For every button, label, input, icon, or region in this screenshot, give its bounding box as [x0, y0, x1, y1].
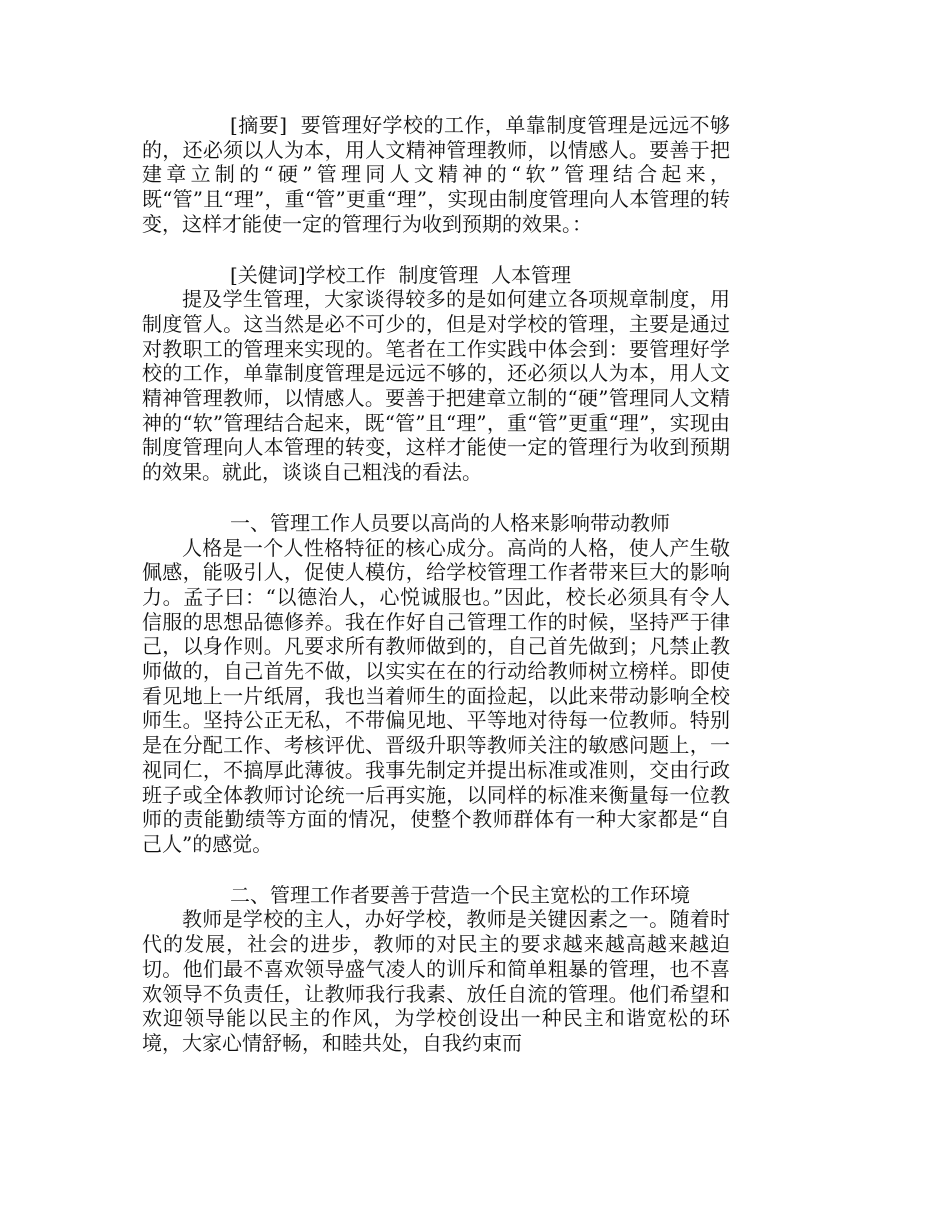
section-1-paragraph: 人格是一个人性格特征的核心成分。高尚的人格，使人产生敬佩感，能吸引人，促使人模仿，给学校管理工作者带来巨大的影响力。孟子曰：“以德治人，心悦诚服也。”因此，校长必须具有令人信服的思想品德修养。我在作好自己管理工作的时候，坚持严于律己，以身作则。凡要求所有教师做到的，自己首先做到；凡禁止教师做的，自己首先不做，以实实在在的行动给教师树立榜样。即使看见地上一片纸屑，我也当着师生的面捡起，以此来带动影响全校师生。坚持公正无私，不带偏见地、平等地对待每一位教师。特别是在分配工作、考核评优、晋级升职等教师关注的敏感问题上，一视同仁，不搞厚此薄彼。我事先制定并提出标准或准则，交由行政班子或全体教师讨论统一后再实施，以同样的标准来衡量每一位教师的责能勤绩等方面的情况，使整个教师群体有一种大家都是“自己人”的感觉。 — [142, 535, 730, 856]
keywords-line — [142, 263, 730, 288]
keywords-label: [关健词] — [230, 262, 306, 287]
document-body — [142, 113, 730, 1056]
abstract-text: 要管理好学校的工作，单靠制度管理是远远不够的，还必须以人为本，用人文精神管理教师，以情感人。要善于把建章立制的“硬”管理同人文精神的“软”管理结合起来，既“管”且“理”，重“管”更重“理”，实现由制度管理向人本管理的转变，这样才能使一定的管理行为收到预期的效果。： — [142, 113, 731, 236]
section-2-heading: 二、管理工作者要善于营造一个民主宽松的工作环境 — [230, 882, 690, 907]
keywords-text: 学校工作 制度管理 人本管理 — [305, 262, 572, 287]
intro-paragraph: 提及学生管理，大家谈得较多的是如何建立各项规章制度，用制度管人。这当然是必不可少的，但是对学校的管理，主要是通过对教职工的管理来实现的。笔者在工作实践中体会到：要管理好学校的工作，单靠制度管理是远远不够的，还必须以人为本，用人文精神管理教师，以情感人。要善于把建章立制的“硬”管理同人文精神的“软”管理结合起来，既“管”且“理”，重“管”更重“理”，实现由制度管理向人本管理的转变，这样才能使一定的管理行为收到预期的效果。就此，谈谈自己粗浅的看法。 — [142, 287, 730, 485]
section-1-heading: 一、管理工作人员要以高尚的人格来影响带动教师 — [230, 510, 670, 535]
section-2-paragraph: 教师是学校的主人，办好学校，教师是关键因素之一。随着时代的发展，社会的进步，教师的对民主的要求越来越高越来越迫切。他们最不喜欢领导盛气凌人的训斥和简单粗暴的管理，也不喜欢领导不负责任，让教师我行我素、放任自流的管理。他们希望和欢迎领导能以民主的作风，为学校创设出一种民主和谐宽松的环境，大家心情舒畅，和睦共处，自我约束而 — [142, 907, 730, 1055]
abstract-paragraph — [142, 113, 730, 237]
abstract-label: [摘要] — [230, 113, 288, 137]
